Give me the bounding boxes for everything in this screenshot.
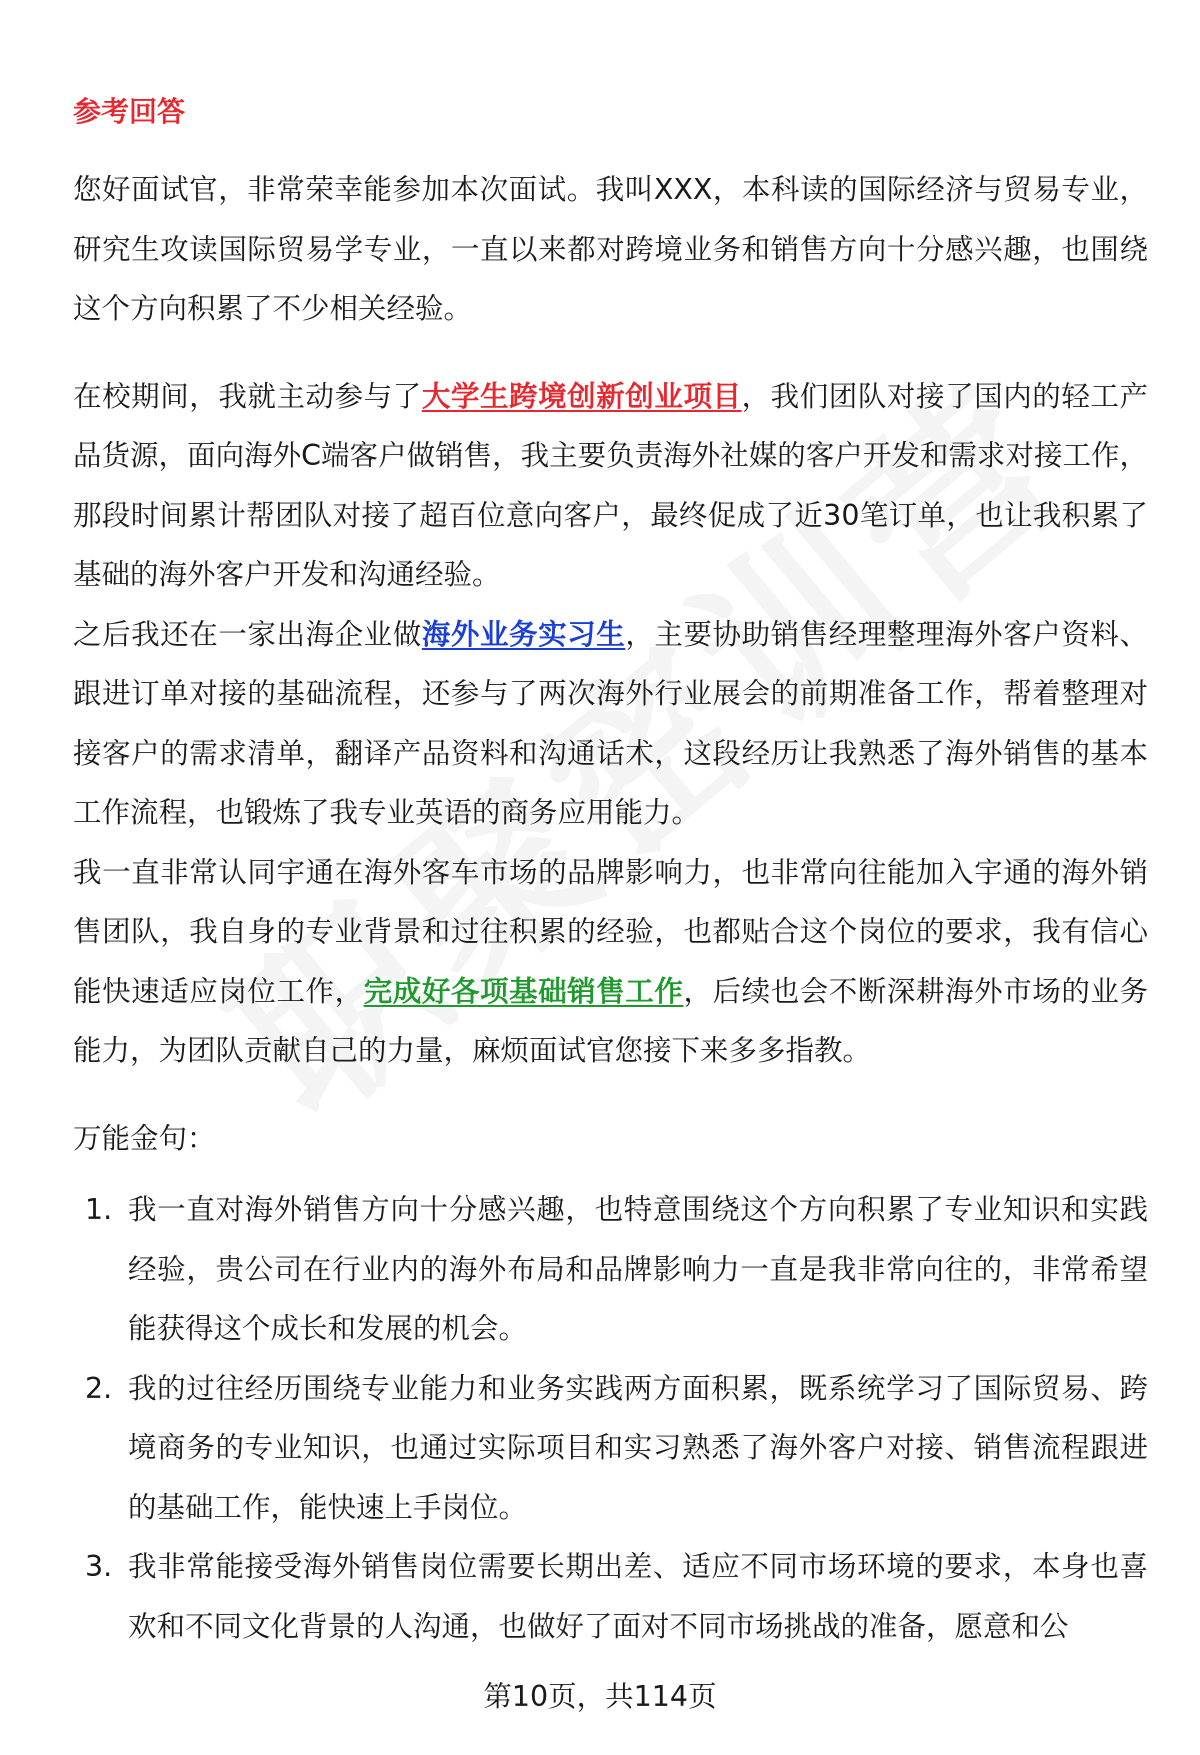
list-item-text: 我非常能接受海外销售岗位需要长期出差、适应不同市场环境的要求，本身也喜欢和不同文化背景的人沟通，也做好了面对不同市场挑战的准备，愿意和公 bbox=[128, 1550, 1148, 1643]
tips-list bbox=[73, 1180, 1148, 1656]
internship-highlight: 海外业务实习生 bbox=[421, 617, 626, 651]
motivation-text-after: ，后续也会不断深耕海外市场的业务能力，为团队贡献自己的力量，麻烦面试官您接下来多多指教。 bbox=[73, 974, 1148, 1067]
internship-text-before: 之后我还在一家出海企业做 bbox=[73, 617, 422, 651]
paragraph-gap bbox=[73, 339, 1148, 367]
list-item-text: 我的过往经历围绕专业能力和业务实践两方面积累，既系统学习了国际贸易、跨境商务的专业知识，也通过实际项目和实习熟悉了海外客户对接、销售流程跟进的基础工作，能快速上手岗位。 bbox=[128, 1371, 1148, 1524]
document-content bbox=[73, 92, 1148, 1656]
list-item bbox=[73, 1359, 1148, 1538]
tips-label: 万能金句： bbox=[73, 1121, 216, 1155]
list-item-number: 3. bbox=[85, 1550, 113, 1583]
internship-text-after: ，主要协助销售经理整理海外客户资料、跟进订单对接的基础流程，还参与了两次海外行业展会的前期准备工作，帮着整理对接客户的需求清单，翻译产品资料和沟通话术，这段经历让我熟悉了海外销售的基本工作流程，也锻炼了我专业英语的商务应用能力。 bbox=[73, 617, 1148, 829]
page-footer: 第10页，共114页 bbox=[483, 1680, 717, 1713]
list-item bbox=[73, 1180, 1148, 1359]
intro-paragraph: 您好面试官，非常荣幸能参加本次面试。我叫XXX，本科读的国际经济与贸易专业，研究生攻读国际贸易学专业，一直以来都对跨境业务和销售方向十分感兴趣，也围绕这个方向积累了不少相关经验。 bbox=[73, 173, 1148, 325]
section-heading: 参考回答 bbox=[73, 95, 186, 128]
list-item-text: 我一直对海外销售方向十分感兴趣，也特意围绕这个方向积累了专业知识和实践经验，贵公司在行业内的海外布局和品牌影响力一直是我非常向往的，非常希望能获得这个成长和发展的机会。 bbox=[128, 1193, 1148, 1345]
campus-text-before: 在校期间，我就主动参与了 bbox=[73, 379, 422, 413]
motivation-text-before: 我一直非常认同宇通在海外客车市场的品牌影响力，也非常向往能加入宇通的海外销售团队，我自身的专业背景和过往积累的经验，也都贴合这个岗位的要求，我有信心能快速适应岗位工作， bbox=[73, 855, 1148, 1008]
list-item bbox=[73, 1537, 1148, 1656]
campus-text-after: ，我们团队对接了国内的轻工产品货源，面向海外C端客户做销售，我主要负责海外社媒的客户开发和需求对接工作，那段时间累计帮团队对接了超百位意向客户，最终促成了近30笔订单，也让我积累了基础的海外客户开发和沟通经验。 bbox=[73, 379, 1148, 591]
list-item-number: 2. bbox=[85, 1371, 113, 1405]
goal-highlight: 完成好各项基础销售工作 bbox=[363, 974, 684, 1008]
paragraph-gap bbox=[73, 1081, 1148, 1109]
campus-experience-paragraph bbox=[73, 367, 1148, 605]
internship-paragraph bbox=[73, 605, 1148, 843]
project-highlight: 大学生跨境创新创业项目 bbox=[421, 379, 742, 413]
motivation-paragraph bbox=[73, 843, 1148, 1081]
list-item-number: 1. bbox=[85, 1193, 113, 1226]
